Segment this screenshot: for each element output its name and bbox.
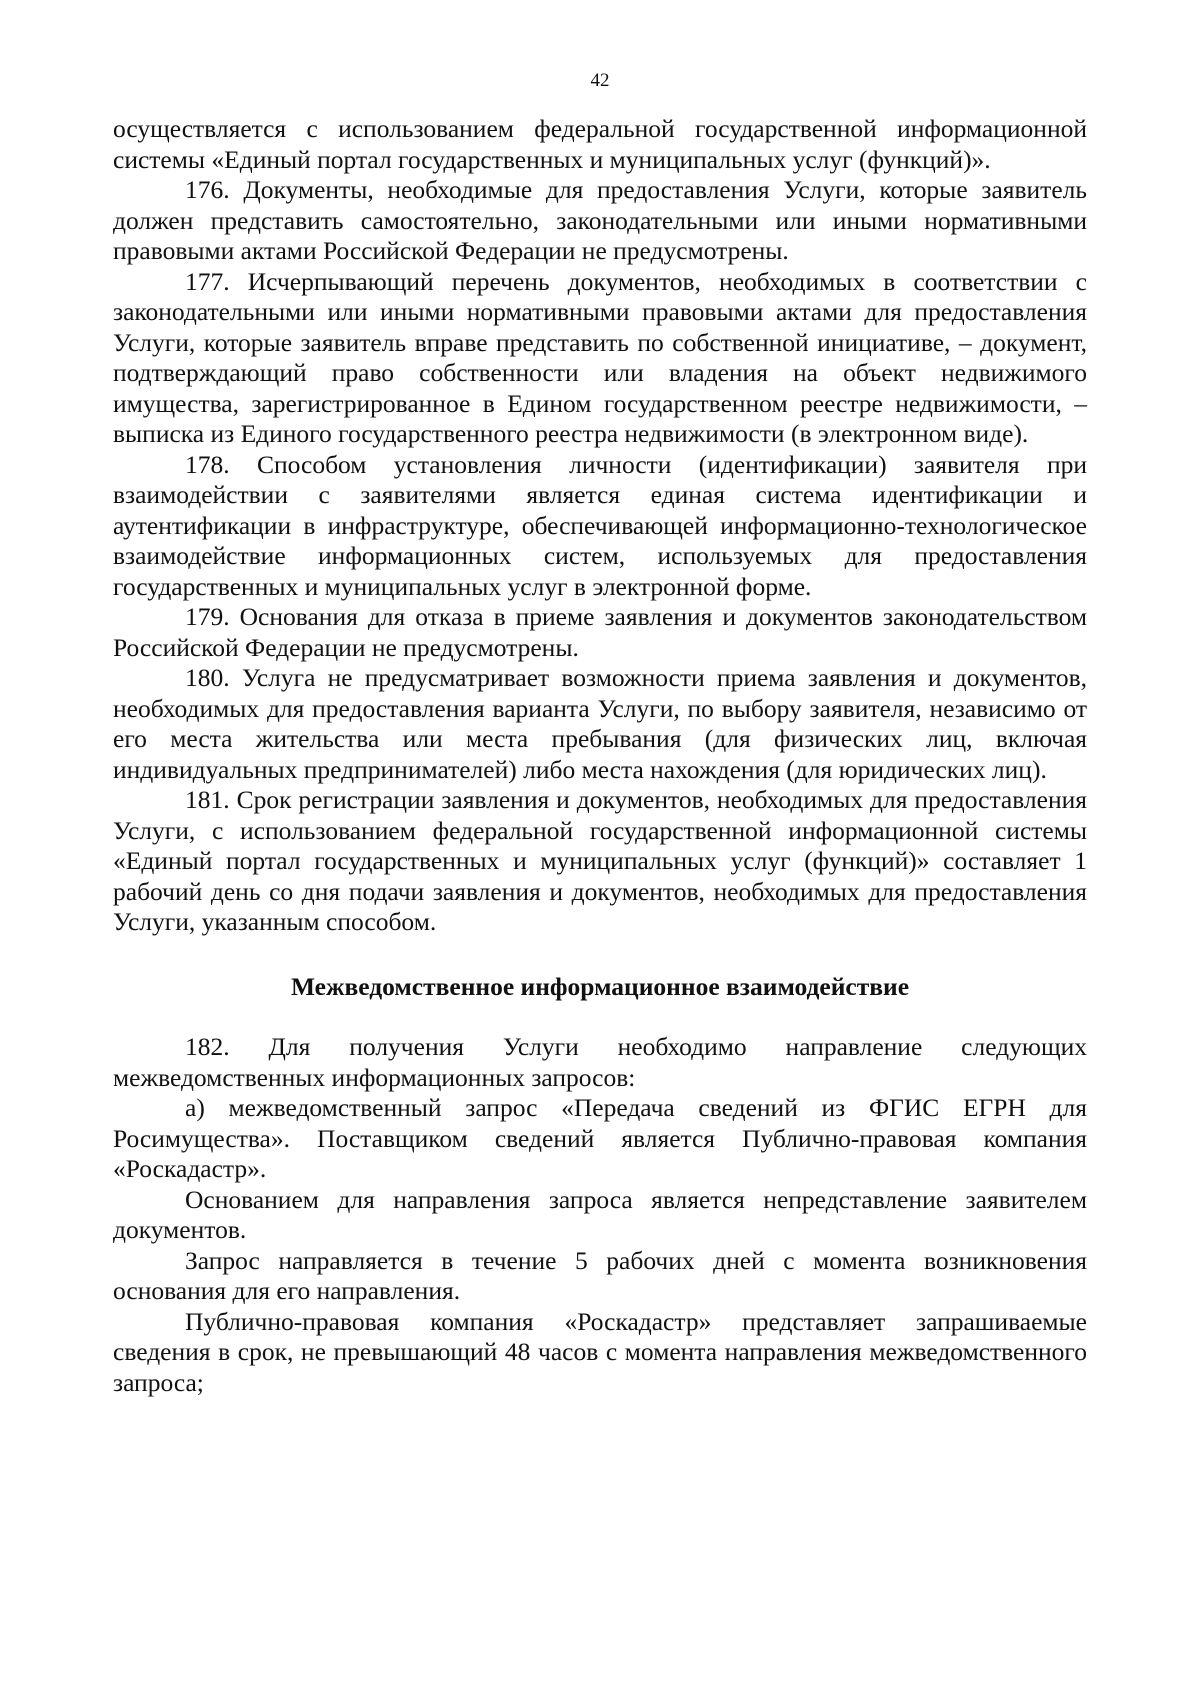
section-heading: Межведомственное информационное взаимодействие	[290, 971, 910, 1001]
paragraph-176: 176. Документы, необходимые для предоставления Услуги, которые заявитель должен представить самостоятельно, законодательными или иными нормативными правовыми актами Российской Федерации не предусмотрены.	[113, 175, 1087, 265]
paragraph-178: 178. Способом установления личности (идентификации) заявителя при взаимодействии с заявителями является единая система идентификации и аутентификации в инфраструктуре, обеспечивающей информационно-технологическое взаимодействие информационных систем, используемых для предоставления государственных и муниципальных услуг в электронной форме.	[113, 449, 1087, 601]
paragraph-180: 180. Услуга не предусматривает возможности приема заявления и документов, необходимых для предоставления варианта Услуги, по выбору заявителя, независимо от его места жительства или места пребывания (для физических лиц, включая индивидуальных предпринимателей) либо места нахождения (для юридических лиц).	[113, 663, 1087, 784]
page-number: 42	[590, 70, 610, 91]
paragraph-179: 179. Основания для отказа в приеме заявления и документов законодательством Российской Федерации не предусмотрены.	[113, 602, 1087, 662]
paragraph-181: 181. Срок регистрации заявления и документов, необходимых для предоставления Услуги, с использованием федеральной государственной информационной системы «Единый портал государственных и муниципальных услуг (функций)» составляет 1 рабочий день со дня подачи заявления и документов, необходимых для предоставления Услуги, указанным способом.	[113, 785, 1087, 936]
paragraph-182-item-a: а) межведомственный запрос «Передача сведений из ФГИС ЕГРН для Росимущества». Поставщиком сведений является Публично-правовая компания «Роскадастр».	[113, 1093, 1087, 1183]
paragraph-177: 177. Исчерпывающий перечень документов, необходимых в соответствии с законодательными или иными нормативными правовыми актами для предоставления Услуги, которые заявитель вправе представить по собственной инициативе, – документ, подтверждающий право собственности или владения на объект недвижимого имущества, зарегистрированное в Едином государственном реестре недвижимости, – выписка из Единого государственного реестра недвижимости (в электронном виде).	[113, 266, 1087, 448]
paragraph-request-timing: Запрос направляется в течение 5 рабочих дней с момента возникновения основания для его направления.	[113, 1245, 1087, 1305]
paragraph-request-basis: Основанием для направления запроса является непредставление заявителем документов.	[113, 1184, 1087, 1244]
document-body	[113, 114, 1087, 1398]
paragraph-182: 182. Для получения Услуги необходимо направление следующих межведомственных информационных запросов:	[113, 1032, 1087, 1092]
paragraph-response-timing: Публично-правовая компания «Роскадастр» представляет запрашиваемые сведения в срок, не превышающий 48 часов с момента направления межведомственного запроса;	[113, 1306, 1087, 1397]
paragraph-continuation: осуществляется с использованием федеральной государственной информационной системы «Единый портал государственных и муниципальных услуг (функций)».	[113, 114, 1087, 174]
